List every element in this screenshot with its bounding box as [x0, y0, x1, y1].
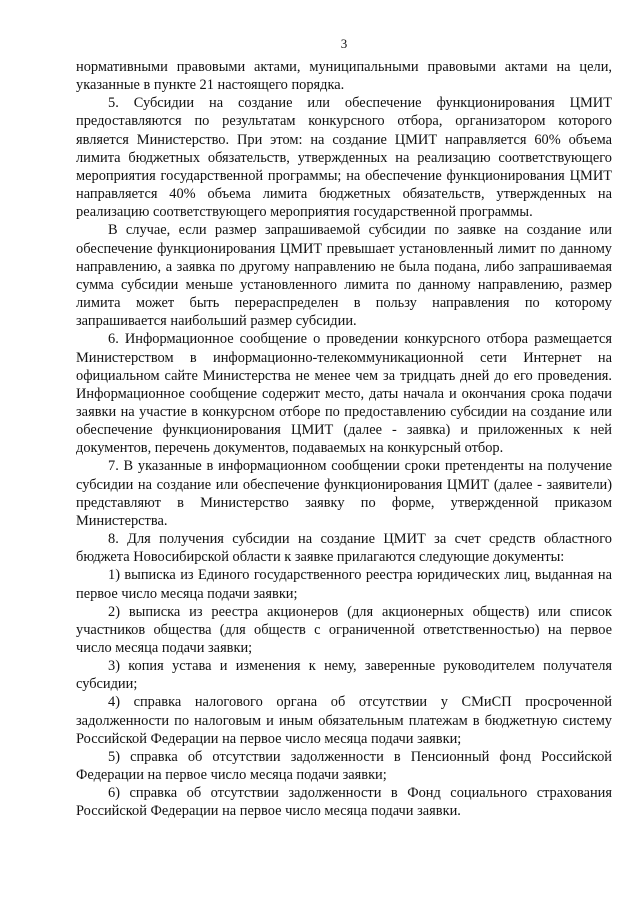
list-item-4: 4) справка налогового органа об отсутствии у СМиСП просроченной задолженности по налоговым и иным обязательным платежам в бюджетную систему Российской Федерации на первое число месяца подачи заявки; [76, 694, 612, 747]
list-item-5: 5) справка об отсутствии задолженности в Пенсионный фонд Российской Федерации на первое число месяца подачи заявки; [76, 748, 612, 784]
paragraph-item-6: 6. Информационное сообщение о проведении конкурсного отбора размещается Министерством в информационно-телекоммуникационной сети Интернет на официальном сайте Министерства не менее чем за тридцать дней до его проведения. Информационное сообщение содержит место, даты начала и окончания срока подачи заявки на участие в конкурсном отборе по предоставлению субсидии на создание или обеспечение функционирования ЦМИТ (далее - заявка) и приложенных к ней документов, перечень документов, подаваемых на конкурсный отбор. [76, 331, 612, 457]
paragraph-item-7: 7. В указанные в информационном сообщении сроки претенденты на получение субсидии на создание или обеспечение функционирования ЦМИТ (далее - заявители) представляют в Министерство заявку по форме, утвержденной приказом Министерства. [76, 458, 612, 529]
list-item-3: 3) копия устава и изменения к нему, заверенные руководителем получателя субсидии; [76, 658, 612, 693]
list-item-1: 1) выписка из Единого государственного реестра юридических лиц, выданная на первое число месяца подачи заявки; [76, 567, 612, 602]
paragraph-item-8: 8. Для получения субсидии на создание ЦМИТ за счет средств областного бюджета Новосибирской области к заявке прилагаются следующие документы: [76, 531, 612, 566]
paragraph-limit-redistribution: В случае, если размер запрашиваемой субсидии по заявке на создание или обеспечение функционирования ЦМИТ превышает установленный лимит по данному направлению, а заявка по другому направлению не была подана, либо запрашиваемая сумма субсидии меньше установленного лимита по данному направлению, размер лимита может быть перераспределен в пользу направления по которому запрашивается наибольший размер субсидии. [76, 222, 612, 330]
document-body [76, 58, 612, 821]
paragraph-continuation: нормативными правовыми актами, муниципальными правовыми актами на цели, указанные в пункте 21 настоящего порядка. [76, 59, 612, 94]
page-number: 3 [340, 36, 348, 51]
list-item-2: 2) выписка из реестра акционеров (для акционерных обществ) или список участников общества (для обществ с ограниченной ответственностью) на первое число месяца подачи заявки; [76, 603, 612, 656]
paragraph-item-5: 5. Субсидии на создание или обеспечение функционирования ЦМИТ предоставляются по результатам конкурсного отбора, организатором которого является Министерство. При этом: на создание ЦМИТ направляется 60% объема лимита бюджетных обязательств, утвержденных на реализацию соответствующего мероприятия государственной программы; на обеспечение функционирования ЦМИТ направляется 40% объема лимита бюджетных обязательств, утвержденных на реализацию соответствующего мероприятия государственной программы. [76, 95, 612, 221]
list-item-6: 6) справка об отсутствии задолженности в Фонд социального страхования Российской Федерации на первое число месяца подачи заявки. [76, 785, 612, 820]
